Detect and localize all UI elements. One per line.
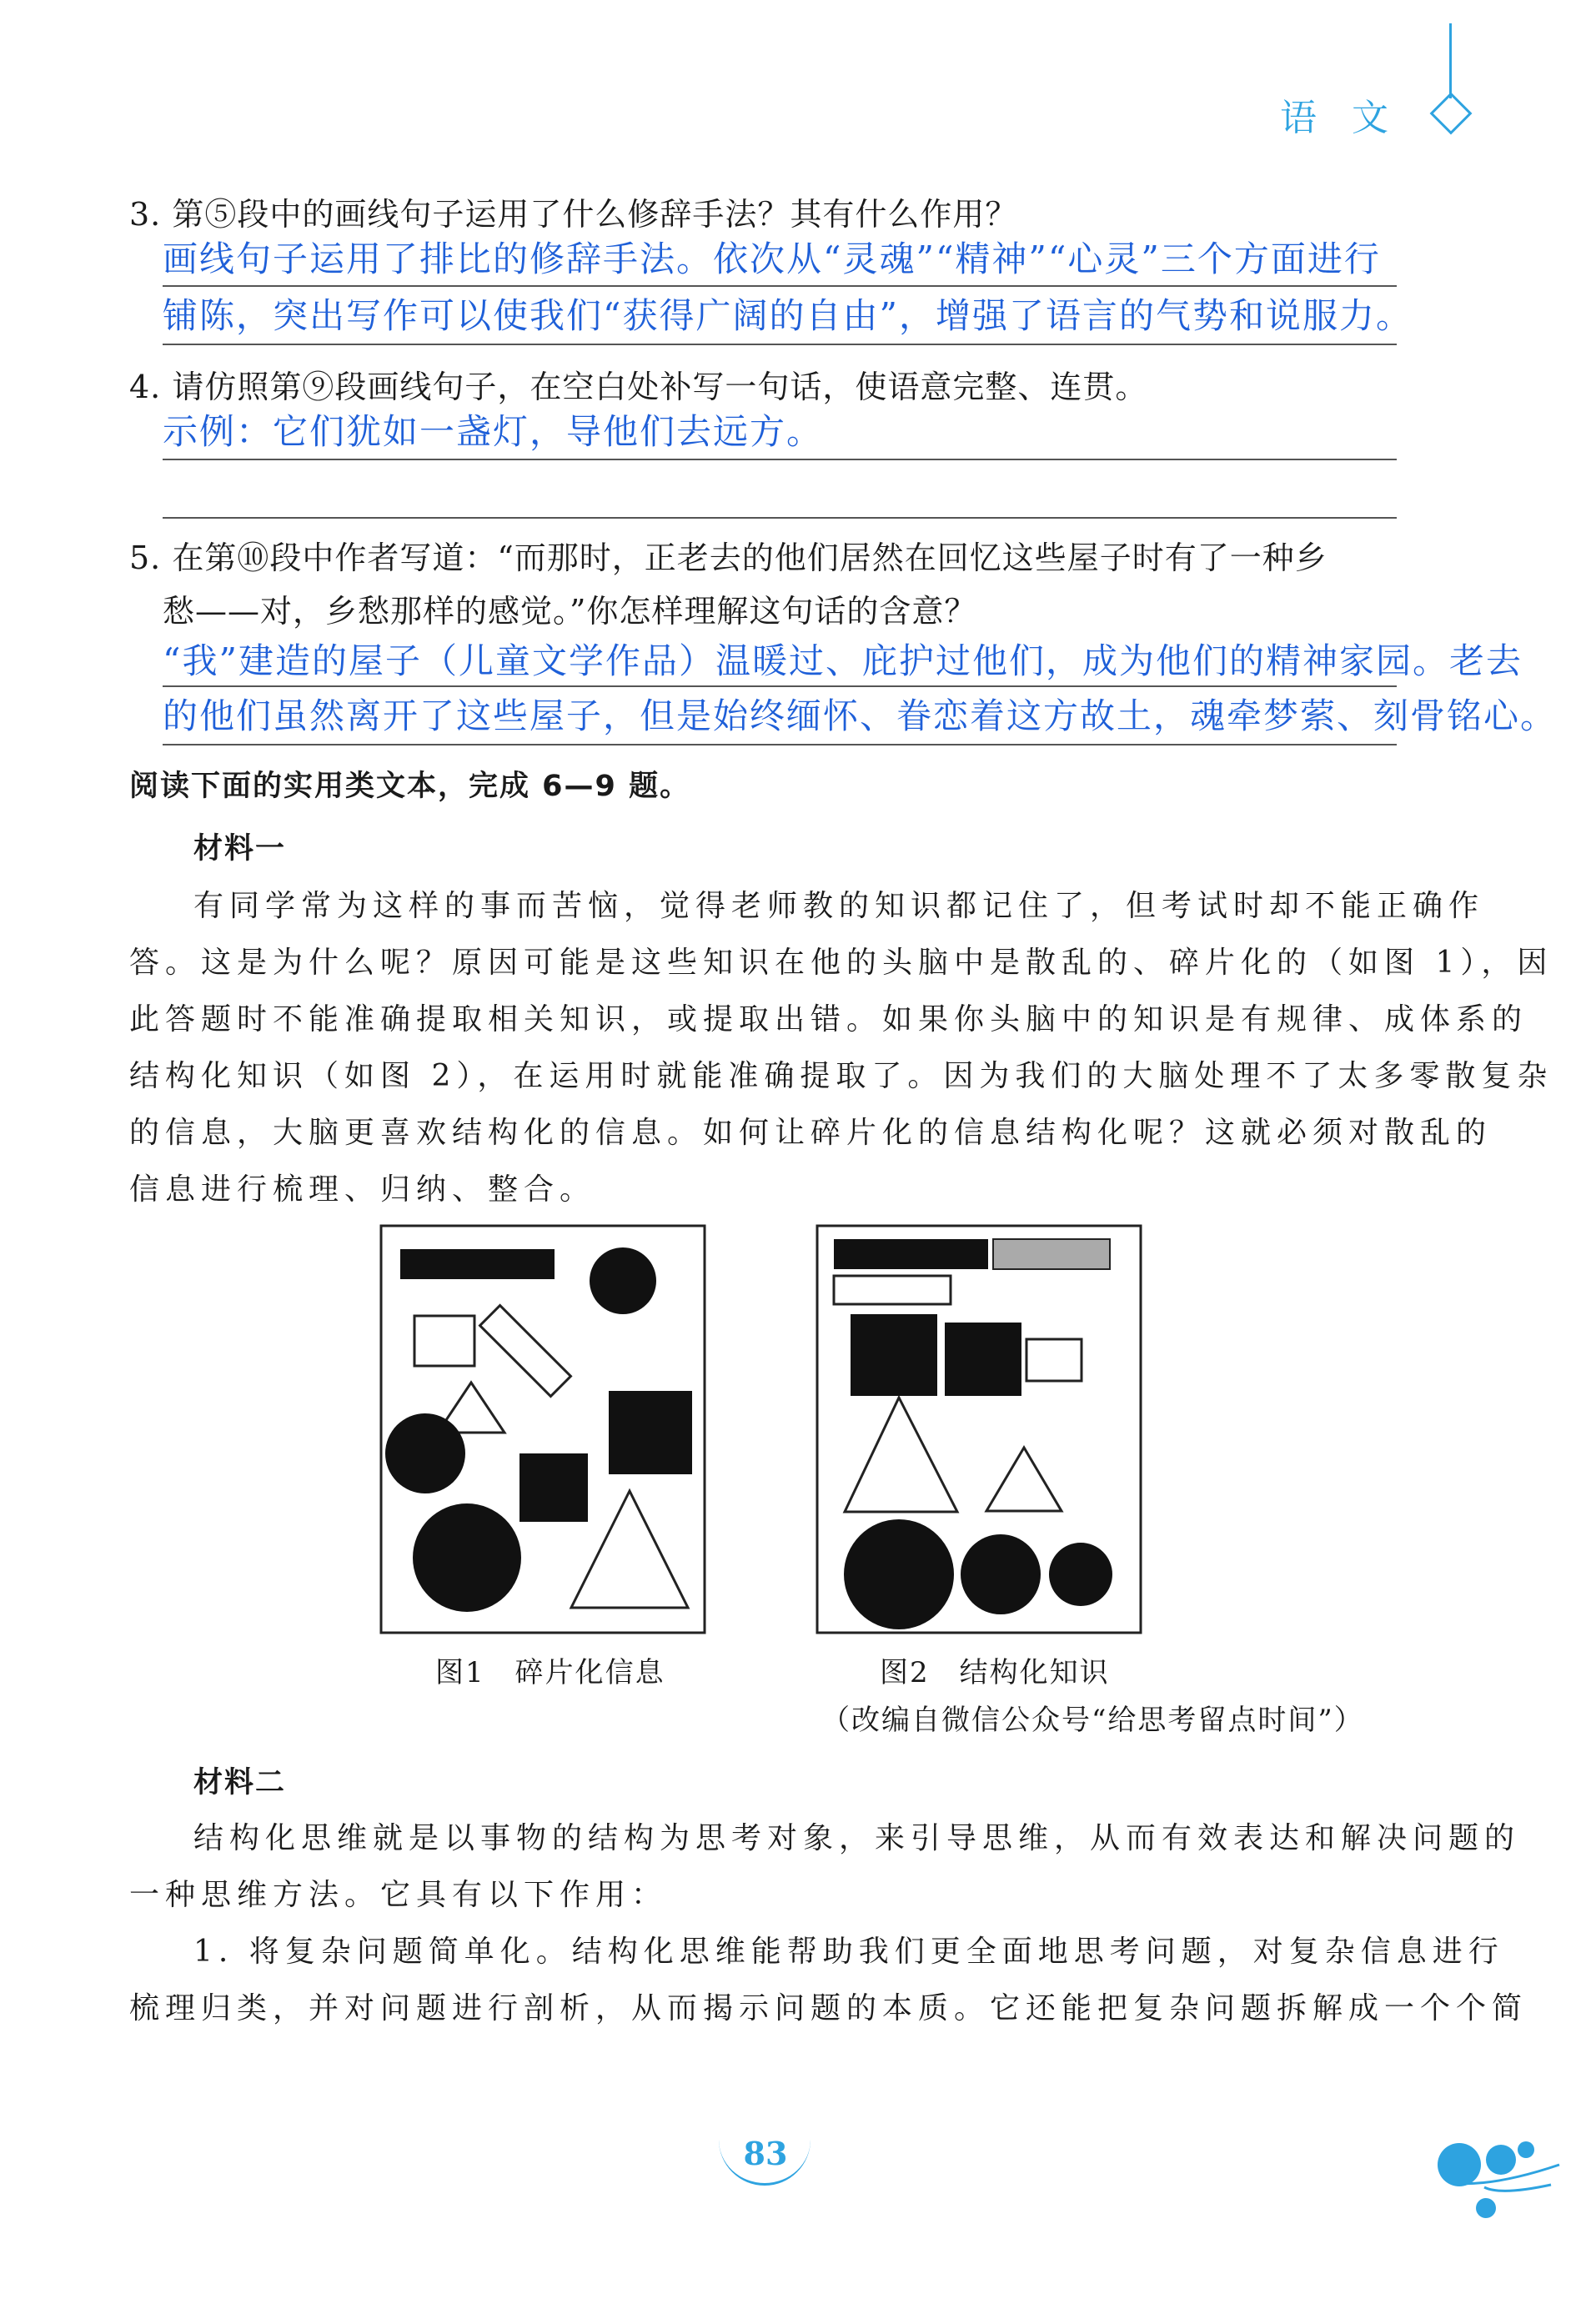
question-4: 4. 请仿照第⑨段画线句子，在空白处补写一句话，使语意完整、连贯。	[129, 369, 1148, 405]
material-1-line: 结构化知识（如图 2），在运用时就能准确提取了。因为我们的大脑处理不了太多零散复杂	[129, 1059, 1553, 1093]
question-3: 3. 第⑤段中的画线句子运用了什么修辞手法？其有什么作用？	[129, 196, 1018, 233]
material-1-line: 信息进行梳理、归纳、整合。	[129, 1172, 596, 1207]
material-1-line: 的信息，大脑更喜欢结构化的信息。如何让碎片化的信息结构化呢？这就必须对散乱的	[129, 1116, 1493, 1150]
answer-3-line-2: 铺陈，突出写作可以使我们“获得广阔的自由”，增强了语言的气势和说服力。	[163, 295, 1413, 336]
material-1-line: 答。这是为什么呢？原因可能是这些知识在他的头脑中是散乱的、碎片化的（如图 1），因	[129, 946, 1553, 980]
material-2-line: 结构化思维就是以事物的结构为思考对象，来引导思维，从而有效表达和解决问题的	[193, 1821, 1521, 1855]
answer-3-line-1: 画线句子运用了排比的修辞手法。依次从“灵魂”“精神”“心灵”三个方面进行	[163, 238, 1381, 279]
question-5-line-1: 5. 在第⑩段中作者写道：“而那时，正老去的他们居然在回忆这些屋子时有了一种乡	[129, 540, 1328, 576]
material-2-title: 材料二	[193, 1766, 287, 1799]
answer-4-line-1: 示例：它们犹如一盏灯，导他们去远方。	[163, 411, 824, 452]
figure-source: （改编自微信公众号“给思考留点时间”）	[821, 1704, 1364, 1737]
header-vertical-line	[1449, 23, 1452, 98]
answer-rule	[163, 344, 1397, 345]
answer-rule	[163, 517, 1397, 519]
section-title: 阅读下面的实用类文本，完成 6—9 题。	[129, 770, 691, 803]
figure-2-structured	[816, 1224, 1142, 1634]
answer-rule	[163, 685, 1397, 687]
header-diamond-icon	[1430, 93, 1473, 135]
figure-1-caption: 图1 碎片化信息	[435, 1656, 665, 1689]
bubble-decoration-icon	[1434, 2125, 1568, 2225]
material-1-title: 材料一	[193, 832, 287, 866]
material-1-line: 此答题时不能准确提取相关知识，或提取出错。如果你头脑中的知识是有规律、成体系的	[129, 1002, 1528, 1037]
answer-rule	[163, 459, 1397, 460]
material-1-line: 有同学常为这样的事而苦恼，觉得老师教的知识都记住了，但考试时却不能正确作	[193, 889, 1485, 923]
question-5-line-2: 愁——对，乡愁那样的感觉。”你怎样理解这句话的含意？	[163, 593, 977, 630]
answer-rule	[163, 285, 1397, 287]
answer-5-line-2: 的他们虽然离开了这些屋子，但是始终缅怀、眷恋着这方故土，魂牵梦萦、刻骨铭心。	[163, 695, 1558, 736]
material-2-line: 1. 将复杂问题简单化。结构化思维能帮助我们更全面地思考问题，对复杂信息进行	[193, 1935, 1504, 1969]
header-subject: 语 文	[1280, 97, 1400, 139]
figure-1-fragmented	[379, 1224, 706, 1634]
material-2-line: 梳理归类，并对问题进行剖析，从而揭示问题的本质。它还能把复杂问题拆解成一个个简	[129, 1991, 1528, 2025]
material-2-line: 一种思维方法。它具有以下作用：	[129, 1878, 668, 1912]
figure-2-caption: 图2 结构化知识	[880, 1656, 1110, 1689]
answer-5-line-1: “我”建造的屋子（儿童文学作品）温暖过、庇护过他们，成为他们的精神家园。老去	[163, 640, 1523, 681]
answer-rule	[163, 744, 1397, 745]
page-number: 83	[743, 2135, 788, 2172]
